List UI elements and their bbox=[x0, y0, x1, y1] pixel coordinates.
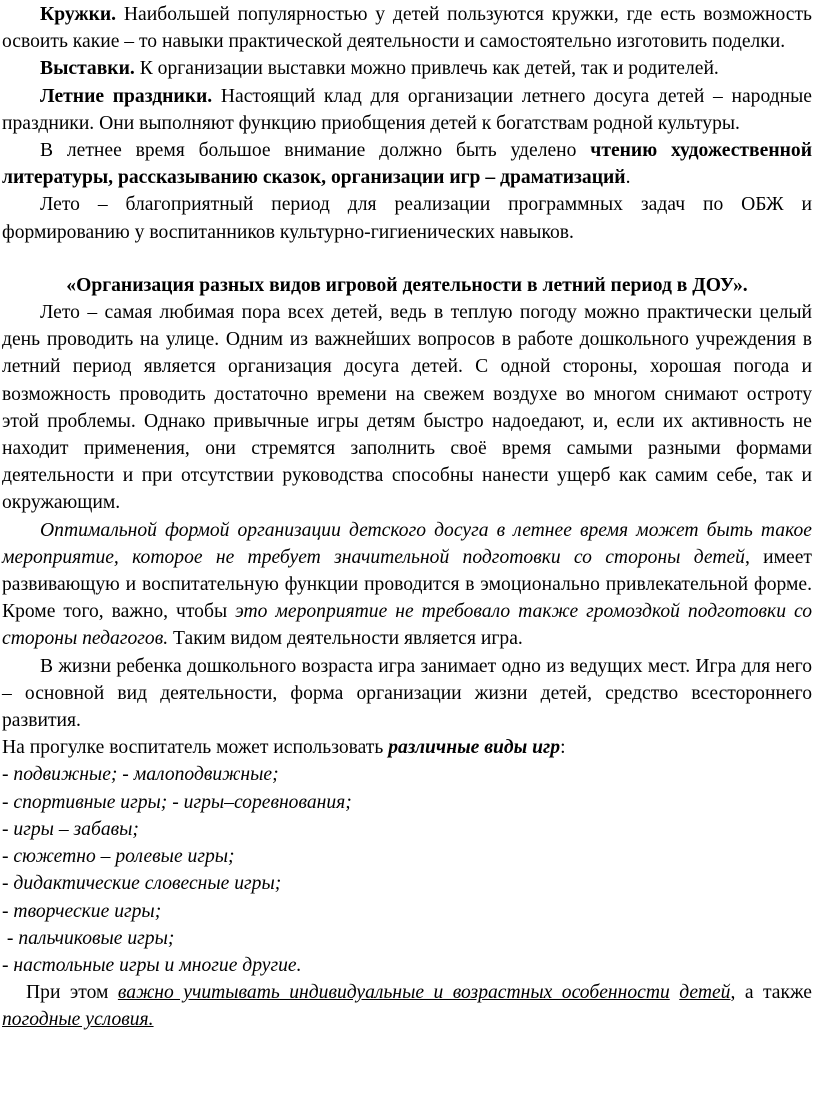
text-holidays: Настоящий клад для организации летнего досуга детей – народные праздники. Они выполняют функцию приобщения детей к богатствам родной культуры. bbox=[2, 85, 812, 134]
paragraph-exhibitions bbox=[2, 55, 812, 82]
paragraph-final bbox=[2, 979, 812, 1033]
final-pre: При этом bbox=[26, 982, 118, 1004]
final-underline-1: важно учитывать индивидуальные и возрастных особенности bbox=[117, 982, 670, 1004]
paragraph-body-1: Лето – самая любимая пора всех детей, ведь в теплую погоду можно практически целый день проводить на улице. Одним из важнейших вопросов в работе дошкольного учреждения в летний период является организация досуга детей. С одной стороны, хорошая погода и возможность проводить достаточно времени на свежем воздухе во многом снимают остроту этой проблемы. Однако привычные игры детям быстро надоедают, и, если их активность не находит применения, они стремятся заполнить своё время самыми разными формами деятельности и при отсутствии руководства способны нанести ущерб как самим себе, так и окружающим. bbox=[2, 302, 812, 514]
list-item: - подвижные; - малоподвижные; bbox=[2, 764, 279, 786]
text-reading-pre: В летнее время большое внимание должно быть уделено bbox=[40, 140, 591, 162]
paragraph-circles bbox=[2, 1, 812, 55]
text-reading-bold: чтению художественной литературы, рассказыванию сказок, организации игр – драматизаций bbox=[2, 140, 812, 189]
list-item: - пальчиковые игры; bbox=[2, 927, 175, 949]
term-exhibitions: Выставки. bbox=[40, 58, 135, 80]
term-holidays: Летние праздники. bbox=[40, 85, 213, 107]
body-2-italic-2: это мероприятие не требовало также громоздкой подготовки со стороны педагогов. bbox=[2, 601, 812, 650]
paragraph-body-2 bbox=[2, 517, 812, 653]
list-item: - сюжетно – ролевые игры; bbox=[2, 846, 235, 868]
final-underline-2: детей bbox=[679, 982, 731, 1004]
final-space bbox=[670, 982, 679, 1003]
body-2-text-2: Таким видом деятельности является игра. bbox=[168, 628, 523, 650]
final-mid: , а также bbox=[730, 982, 812, 1004]
paragraph-summer bbox=[2, 191, 812, 245]
body-4-bold-italic: различные виды игр bbox=[388, 737, 561, 759]
list-item: - творческие игры; bbox=[2, 900, 162, 922]
body-4-pre: На прогулке воспитатель может использовать bbox=[2, 737, 389, 759]
list-item: - настольные игры и многие другие. bbox=[2, 954, 302, 976]
paragraph-body-3: В жизни ребенка дошкольного возраста игра занимает одно из ведущих мест. Игра для него – основной вид деятельности, форма организации жизни детей, средство всестороннего развития. bbox=[2, 655, 812, 732]
term-circles: Кружки. bbox=[40, 4, 117, 25]
game-types-list bbox=[2, 761, 812, 979]
list-item: - игры – забавы; bbox=[2, 818, 139, 840]
section-heading: «Организация разных видов игровой деятельности в летний период в ДОУ». bbox=[66, 274, 748, 296]
body-4-post: : bbox=[560, 737, 566, 759]
text-circles: Наибольшей популярностью у детей пользуются кружки, где есть возможность освоить какие – то навыки практической деятельности и самостоятельно изготовить поделки. bbox=[2, 4, 812, 53]
paragraph-body-4 bbox=[2, 734, 812, 761]
list-item: - дидактические словесные игры; bbox=[2, 873, 282, 895]
list-item: - спортивные игры; - игры–соревнования; bbox=[2, 791, 352, 813]
body-2-italic-1: Оптимальной формой организации детского досуга в летнее время может быть такое мероприятие, которое не требует значительной подготовки со стороны детей bbox=[2, 519, 812, 568]
body-2-text-1: , имеет развивающую и воспитательную функции проводится в эмоционально привлекательной форме. Кроме того, важно, чтобы bbox=[2, 546, 812, 623]
text-exhibitions: К организации выставки можно привлечь как детей, так и родителей. bbox=[134, 58, 719, 80]
paragraph-reading bbox=[2, 137, 812, 191]
final-underline-3: погодные условия. bbox=[2, 1009, 154, 1031]
text-reading-post: . bbox=[625, 167, 631, 189]
paragraph-holidays bbox=[2, 83, 812, 137]
text-summer: Лето – благоприятный период для реализации программных задач по ОБЖ и формированию у воспитанников культурно-гигиенических навыков. bbox=[2, 194, 812, 243]
